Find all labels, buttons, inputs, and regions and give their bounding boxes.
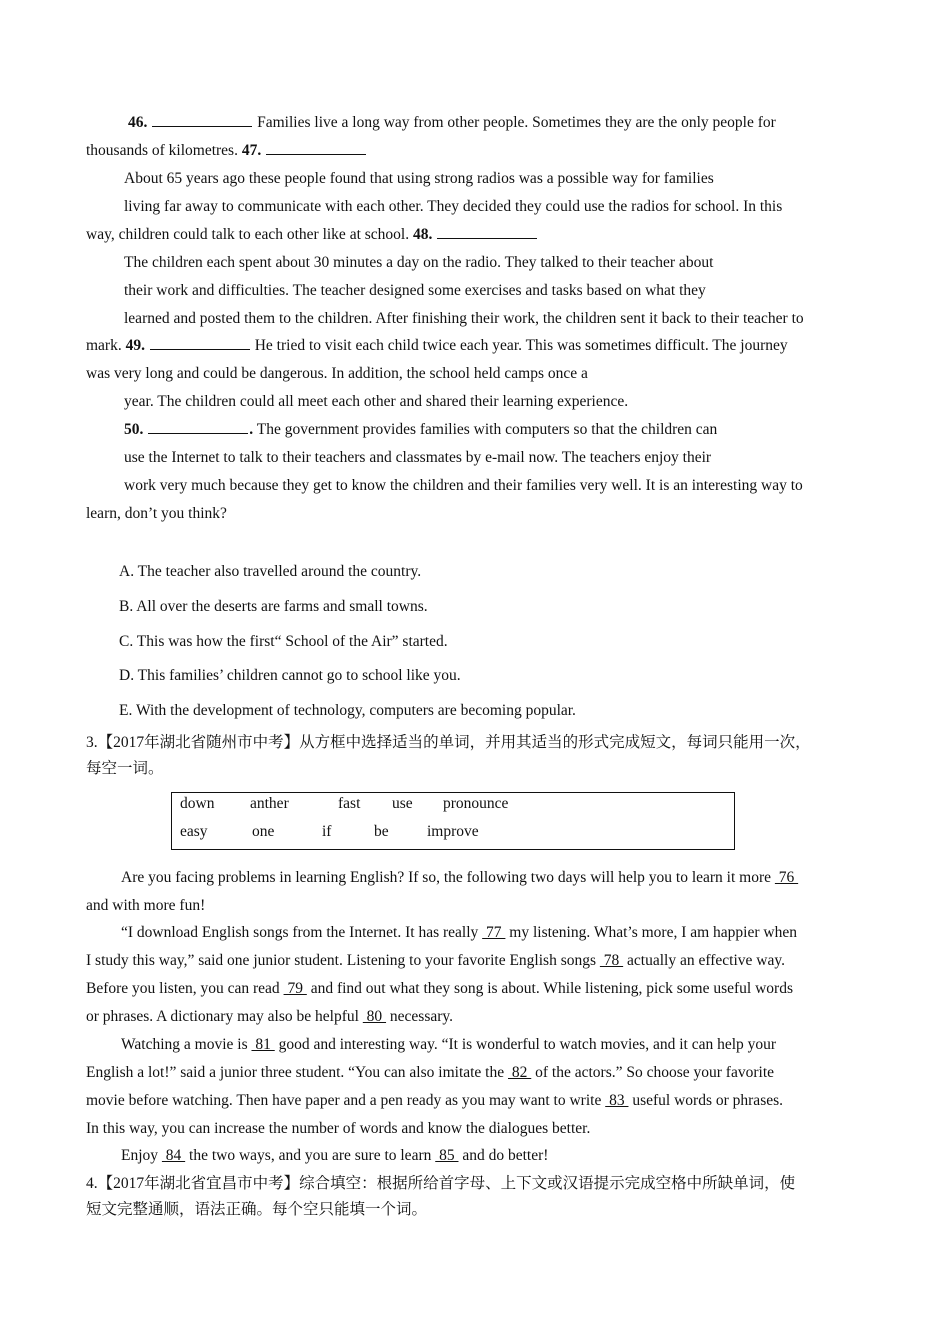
passage-line: About 65 years ago these people found that using strong radios was a possible way for families: [124, 170, 714, 187]
passage-line: The children each spent about 30 minutes a day on the radio. They talked to their teacher about: [124, 254, 714, 271]
word-box: [171, 792, 735, 850]
passage-line: learned and posted them to the children. After finishing their work, the children sent it back to their teacher to: [124, 310, 804, 327]
word-box-item: down: [180, 795, 215, 812]
paragraph-line: English a lot!” said a junior three student. “You can also imitate the 82 of the actors.” So choose your favorite: [86, 1064, 775, 1081]
blank-80[interactable]: 80: [362, 1008, 387, 1025]
paragraph-line: Before you listen, you can read 79 and find out what they song is about. While listening, pick some useful words: [86, 980, 793, 997]
answer-blank-46[interactable]: [152, 113, 252, 127]
passage-line: mark. 49. He tried to visit each child twice each year. This was sometimes difficult. The journey: [86, 337, 788, 354]
blank-76[interactable]: 76: [774, 869, 799, 886]
passage-text: Families live a long way from other people. Sometimes they are the only people for: [257, 114, 776, 131]
paragraph-line: In this way, you can increase the number of words and know the dialogues better.: [86, 1120, 591, 1137]
blank-79[interactable]: 79: [283, 980, 307, 997]
answer-blank-49[interactable]: [150, 336, 250, 350]
question-number: 47.: [241, 142, 262, 159]
word-box-item: be: [374, 823, 389, 840]
passage-line-46: [128, 113, 776, 133]
word-box-item: fast: [338, 795, 361, 812]
blank-84[interactable]: 84: [161, 1147, 186, 1164]
word-box-item: if: [322, 823, 332, 840]
option-a[interactable]: A. The teacher also travelled around the country.: [119, 563, 422, 580]
question-number: 49.: [125, 337, 145, 354]
question-number: 46.: [128, 114, 148, 131]
blank-82[interactable]: 82: [508, 1064, 532, 1081]
paragraph-line: “I download English songs from the Internet. It has really 77 my listening. What’s more, I am happier when: [121, 924, 797, 941]
blank-77[interactable]: 77: [482, 924, 506, 941]
answer-blank-50[interactable]: [148, 420, 248, 434]
passage-line: learn, don’t you think?: [86, 505, 227, 522]
answer-blank-48[interactable]: [437, 225, 537, 239]
section-3-title: 3.【2017年湖北省随州市中考】从方框中选择适当的单词，并用其适当的形式完成短文，每词只能用一次，: [86, 734, 811, 751]
paragraph-line: and with more fun!: [86, 897, 206, 914]
blank-78[interactable]: 78: [599, 952, 624, 969]
passage-line: was very long and could be dangerous. In addition, the school held camps once a: [86, 365, 588, 382]
blank-85[interactable]: 85: [435, 1147, 459, 1164]
passage-line-50: 50. . The government provides families with computers so that the children can: [124, 421, 718, 438]
paragraph-line: or phrases. A dictionary may also be helpful 80 necessary.: [86, 1008, 454, 1025]
passage-line: work very much because they get to know the children and their families very well. It is an interesting way to: [124, 477, 803, 494]
option-b[interactable]: B. All over the deserts are farms and small towns.: [119, 598, 428, 615]
passage-line: year. The children could all meet each other and shared their learning experience.: [124, 393, 629, 410]
question-number: 48.: [412, 226, 433, 243]
word-box-item: one: [252, 823, 275, 840]
paragraph-line: Are you facing problems in learning English? If so, the following two days will help you to learn it more 76: [121, 869, 799, 886]
word-box-item: easy: [180, 823, 208, 840]
answer-blank-47[interactable]: [266, 141, 366, 155]
section-4-title: 4.【2017年湖北省宜昌市中考】综合填空：根据所给首字母、上下文或汉语提示完成空格中所缺单词，使: [86, 1175, 796, 1192]
paragraph-line: Watching a movie is 81 good and interesting way. “It is wonderful to watch movies, and it can help your: [121, 1036, 777, 1053]
passage-line: thousands of kilometres. 47.: [86, 141, 367, 161]
passage-line: way, children could talk to each other like at school. 48.: [86, 225, 538, 245]
question-number: 50.: [124, 421, 144, 438]
paragraph-line: I study this way,” said one junior student. Listening to your favorite English songs 78 actually an effective way.: [86, 952, 785, 969]
passage-line: their work and difficulties. The teacher designed some exercises and tasks based on what they: [124, 282, 706, 299]
option-e[interactable]: E. With the development of technology, computers are becoming popular.: [119, 702, 576, 719]
word-box-item: anther: [250, 795, 289, 812]
blank-83[interactable]: 83: [605, 1092, 629, 1109]
passage-line: use the Internet to talk to their teachers and classmates by e-mail now. The teachers enjoy their: [124, 449, 712, 466]
word-box-item: improve: [427, 823, 479, 840]
option-d[interactable]: D. This families’ children cannot go to school like you.: [119, 667, 461, 684]
paragraph-line: movie before watching. Then have paper and a pen ready as you may want to write 83 useful words or phrases.: [86, 1092, 784, 1109]
section-3-title-cont: 每空一词。: [86, 760, 164, 777]
section-4-title-cont: 短文完整通顺，语法正确。每个空只能填一个词。: [86, 1201, 428, 1218]
word-box-item: pronounce: [443, 795, 509, 812]
blank-81[interactable]: 81: [251, 1036, 275, 1053]
option-c[interactable]: C. This was how the first“ School of the Air” started.: [119, 633, 448, 650]
word-box-item: use: [392, 795, 413, 812]
passage-line: living far away to communicate with each other. They decided they could use the radios for school. In this: [124, 198, 783, 215]
paragraph-line: Enjoy 84 the two ways, and you are sure to learn 85 and do better!: [121, 1147, 549, 1164]
